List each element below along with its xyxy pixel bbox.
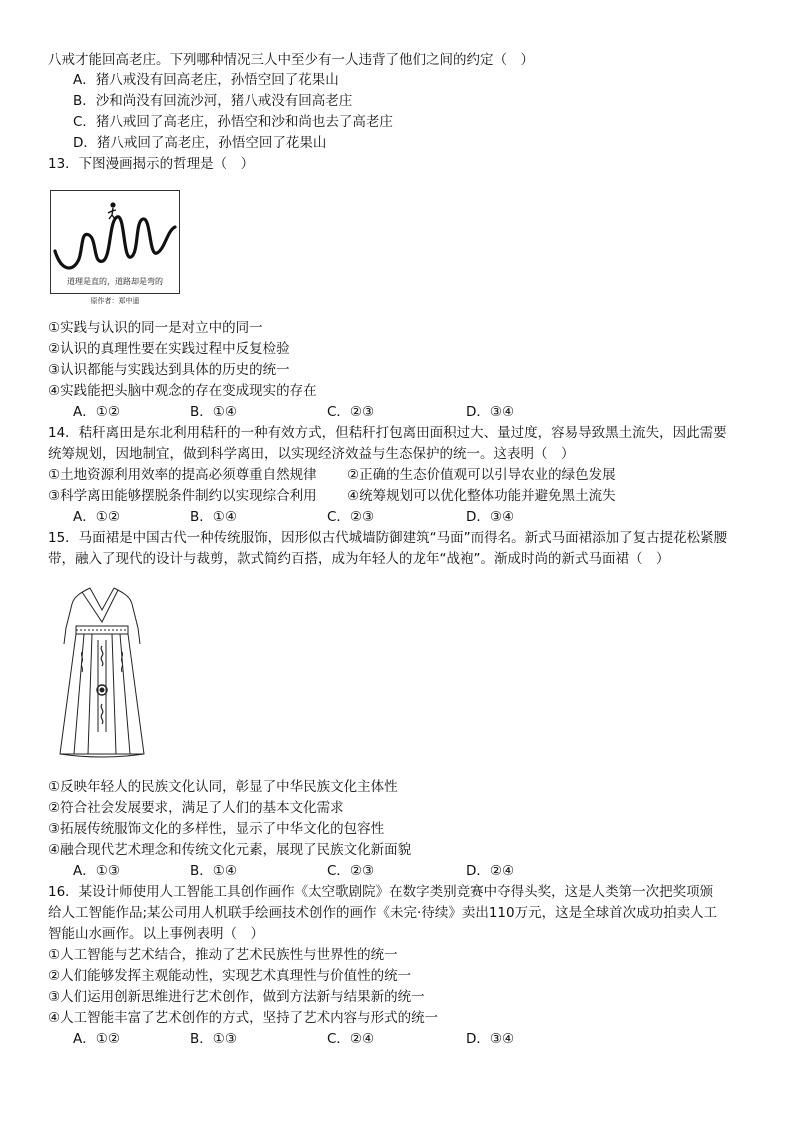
- q15-statement-4: ④融合现代艺术理念和传统文化元素，展现了民族文化新面貌: [48, 842, 412, 858]
- q14-statement-1: ①土地资源利用效率的提高必须尊重自然规律: [48, 467, 317, 483]
- q13-statement-4: ④实践能把头脑中观念的存在变成现实的存在: [48, 383, 317, 399]
- q13-choice-a: A．①②: [73, 404, 120, 420]
- q16-statement-3: ③人们运用创新思维进行艺术创作，做到方法新与结果新的统一: [48, 989, 425, 1005]
- q16-stem-line-1: 16．某设计师使用人工智能工具创作画作《太空歌剧院》在数字类别竞赛中夺得头奖，这是人类第一次把奖项颁: [48, 884, 714, 900]
- q15-statement-2: ②符合社会发展要求，满足了人们的基本文化需求: [48, 800, 344, 816]
- q12-option-d: D．猪八戒回了高老庄，孙悟空回了花果山: [73, 135, 327, 151]
- q14-choice-a: A．①②: [73, 509, 120, 525]
- q16-statement-4: ④人工智能丰富了艺术创作的方式，坚持了艺术内容与形式的统一: [48, 1010, 439, 1026]
- q16-statement-2: ②人们能够发挥主观能动性，实现艺术真理性与价值性的统一: [48, 968, 412, 984]
- q14-choice-d: D．③④: [466, 509, 515, 525]
- q15-statement-1: ①反映年轻人的民族文化认同，彰显了中华民族文化主体性: [48, 779, 398, 795]
- q14-statement-4: ④统筹规划可以优化整体功能并避免黑土流失: [347, 488, 616, 504]
- q12-stem-end: 八戒才能回高老庄。下列哪种情况三人中至少有一人违背了他们之间的约定（ ）: [48, 52, 534, 68]
- q14-choice-c: C．②③: [327, 509, 375, 525]
- q13-statement-3: ③认识都能与实践达到具体的历史的统一: [48, 362, 290, 378]
- q16-statement-1: ①人工智能与艺术结合，推动了艺术民族性与世界性的统一: [48, 947, 398, 963]
- q14-stem-line-1: 14．秸秆离田是东北利用秸秆的一种有效方式，但秸秆打包离田面积过大、量过度，容易导致黑土流失，因此需要: [48, 425, 727, 441]
- q14-stem-line-2: 统筹规划，因地制宜，做到科学离田，以实现经济效益与生态保护的统一。这表明（ ）: [48, 446, 575, 462]
- q16-choice-c: C．②④: [327, 1031, 375, 1047]
- q16-choice-a: A．①②: [73, 1031, 120, 1047]
- q15-stem-line-2: 带，融入了现代的设计与裁剪，款式简约百搭，成为年轻人的龙年“战袍”。渐成时尚的新式马面裙（ ）: [48, 551, 670, 567]
- q15-choice-a: A．①③: [73, 863, 120, 879]
- q16-choice-b: B．①③: [190, 1031, 237, 1047]
- q16-choice-d: D．③④: [466, 1031, 515, 1047]
- q13-statement-1: ①实践与认识的同一是对立中的同一: [48, 320, 263, 336]
- skirt-drawing: [52, 582, 152, 764]
- q12-option-c: C．猪八戒回了高老庄，孙悟空和沙和尚也去了高老庄: [73, 114, 393, 130]
- q16-stem-line-3: 智能山水画作。以上事例表明（ ）: [48, 926, 264, 942]
- q13-statement-2: ②认识的真理性要在实践过程中反复检验: [48, 341, 290, 357]
- q16-stem-line-2: 给人工智能作品;某公司用人机联手绘画技术创作的画作《未完·待续》卖出110万元，这是全球首次成功拍卖人工: [48, 905, 718, 921]
- q13-choice-c: C．②③: [327, 404, 375, 420]
- q15-choice-b: B．①④: [190, 863, 237, 879]
- q14-statement-3: ③科学离田能够摆脱条件制约以实现综合利用: [48, 488, 317, 504]
- cartoon-author: 原作者：郑中遥: [90, 297, 140, 305]
- q13-choice-d: D．③④: [466, 404, 515, 420]
- q15-statement-3: ③拓展传统服饰文化的多样性，显示了中华文化的包容性: [48, 821, 385, 837]
- q12-option-a: A．猪八戒没有回高老庄，孙悟空回了花果山: [73, 72, 339, 88]
- q14-choice-b: B．①④: [190, 509, 237, 525]
- q13-choice-b: B．①④: [190, 404, 237, 420]
- cartoon-caption: 道理是直的，道路却是弯的: [67, 277, 163, 286]
- q15-choice-d: D．②④: [466, 863, 515, 879]
- q13-cartoon: [50, 190, 180, 294]
- q15-stem-line-1: 15．马面裙是中国古代一种传统服饰，因形似古代城墙防御建筑“马面”而得名。新式马面裙添加了复古提花松紧腰: [48, 530, 728, 546]
- q13-stem: 13．下图漫画揭示的哲理是（ ）: [48, 156, 255, 172]
- q15-mamianqun-illustration: [52, 582, 152, 764]
- q15-choice-c: C．②③: [327, 863, 375, 879]
- q14-statement-2: ②正确的生态价值观可以引导农业的绿色发展: [347, 467, 616, 483]
- q12-option-b: B．沙和尚没有回流沙河，猪八戒没有回高老庄: [73, 93, 353, 109]
